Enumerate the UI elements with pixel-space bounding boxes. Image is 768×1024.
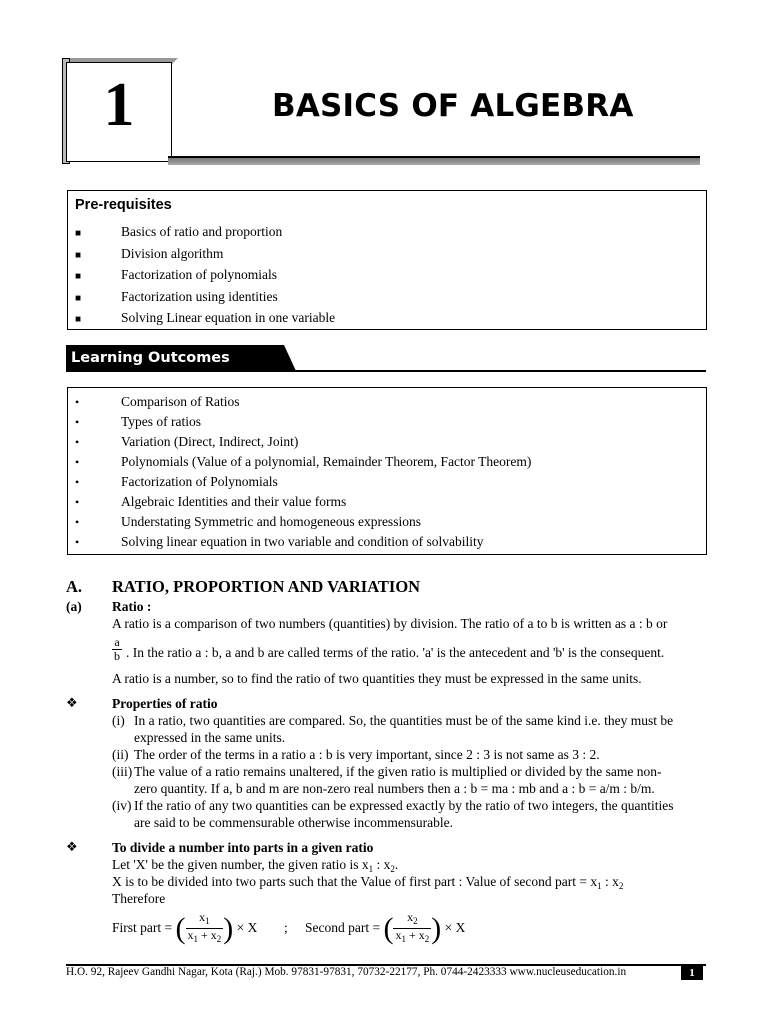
list-item: ■ Solving Linear equation in one variable: [75, 307, 335, 329]
dot-bullet-icon: •: [75, 455, 80, 469]
footer-text: H.O. 92, Rajeev Gandhi Nagar, Kota (Raj.) Mob. 97831-97831, 70732-22177, Ph. 0744-2423333 www.nucleuseducation.in: [66, 966, 627, 978]
list-item: • Understating Symmetric and homogeneous expressions: [75, 512, 531, 532]
page-number: 1: [681, 966, 703, 980]
property-text-cont: zero quantity. If a, b and m are non-zero real numbers then a : b = ma : mb and a : b = a/m : b/m.: [134, 781, 655, 796]
list-item: ■ Factorization using identities: [75, 286, 335, 308]
first-part-formula: First part = ( $\frac{x_1}{x_1 + x_2}$ ) × X: [112, 910, 258, 945]
list-item: ■ Division algorithm: [75, 243, 335, 265]
formula-separator: ;: [284, 920, 288, 935]
square-bullet-icon: ■: [75, 228, 82, 239]
learning-outcomes-rule: [66, 370, 706, 372]
subsection-label: (a): [66, 599, 82, 614]
divide-title: To divide a number into parts in a given ratio: [112, 840, 374, 855]
property-text-cont: are said to be commensurable otherwise incommensurable.: [134, 815, 454, 830]
dot-bullet-icon: •: [75, 395, 80, 409]
ratio-paragraph-2: . In the ratio a : b, a and b are called terms of the ratio. 'a' is the antecedent and 'b' is the consequent.: [126, 645, 665, 660]
property-num: (ii): [112, 747, 129, 762]
section-label: A.: [66, 577, 83, 596]
subsection-title: Ratio :: [112, 599, 152, 614]
property-num: (i): [112, 713, 125, 728]
property-text: If the ratio of any two quantities can be expressed exactly by the ratio of two integers, the quantities: [134, 798, 674, 813]
property-text-cont: expressed in the same units.: [134, 730, 286, 745]
second-part-fraction: $\frac{x_2}{x_1 + x_2}$: [395, 910, 430, 945]
square-bullet-icon: ■: [75, 292, 82, 304]
list-item: ■ Basics of ratio and proportion: [75, 221, 335, 243]
property-num: (iv): [112, 798, 132, 813]
list-item: • Algebraic Identities and their value forms: [75, 492, 531, 512]
list-item: • Factorization of Polynomials: [75, 472, 531, 492]
divide-line-3: Therefore: [112, 891, 166, 906]
ratio-fraction: [112, 636, 122, 663]
dot-bullet-icon: •: [75, 515, 80, 529]
property-text: The value of a ratio remains unaltered, if the given ratio is multiplied or divided by the same non-: [134, 764, 662, 779]
first-part-fraction: $\frac{x_1}{x_1 + x_2}$: [187, 910, 222, 945]
banner-arrow-icon: [270, 345, 296, 371]
list-item: • Solving linear equation in two variable and condition of solvability: [75, 532, 531, 552]
prerequisites-list: [75, 221, 335, 329]
list-item: • Polynomials (Value of a polynomial, Remainder Theorem, Factor Theorem): [75, 452, 531, 472]
list-item: ■ Factorization of polynomials: [75, 264, 335, 286]
square-bullet-icon: ■: [75, 271, 82, 282]
list-item: • Types of ratios: [75, 412, 531, 432]
property-text: The order of the terms in a ratio a : b is very important, since 2 : 3 is not same as 3 : 2.: [134, 747, 600, 762]
dot-bullet-icon: •: [75, 475, 80, 489]
fraction-a-over-b: $\frac{a}{b}$: [114, 635, 120, 663]
chapter-title: BASICS OF ALGEBRA: [272, 88, 634, 124]
second-part-formula: Second part = ( $\frac{x_2}{x_1 + x_2}$ ) × X: [305, 910, 466, 945]
diamond-bullet-icon: ❖: [66, 839, 78, 854]
diamond-bullet-icon: ❖: [66, 695, 78, 710]
section-title: RATIO, PROPORTION AND VARIATION: [112, 577, 421, 596]
chapter-number: 1: [103, 71, 135, 139]
properties-title: Properties of ratio: [112, 696, 218, 711]
divide-line-1: Let 'X' be the given number, the given ratio is $x_1$ : $x_2$.: [112, 857, 399, 874]
divide-line-2: X is to be divided into two parts such that the Value of first part : Value of second part = $x_1$ : $x_2$: [112, 874, 624, 891]
list-item: • Variation (Direct, Indirect, Joint): [75, 432, 531, 452]
square-bullet-icon: ■: [75, 314, 82, 325]
property-num: (iii): [112, 764, 133, 779]
dot-bullet-icon: •: [75, 495, 80, 509]
ratio-paragraph-1: A ratio is a comparison of two numbers (quantities) by division. The ratio of a to b is written as a : b or: [112, 616, 668, 631]
ratio-paragraph-3: A ratio is a number, so to find the ratio of two quantities they must be expressed in the same units.: [112, 671, 642, 686]
chapter-title-rule: [168, 156, 700, 165]
dot-bullet-icon: •: [75, 415, 80, 429]
list-item: • Comparison of Ratios: [75, 392, 531, 412]
learning-outcomes-title: Learning Outcomes: [66, 345, 271, 371]
square-bullet-icon: ■: [75, 249, 82, 261]
dot-bullet-icon: •: [75, 435, 80, 449]
dot-bullet-icon: •: [75, 535, 80, 549]
prerequisites-title: Pre-requisites: [75, 197, 172, 213]
property-text: In a ratio, two quantities are compared. So, the quantities must be of the same kind i.e. they must be: [134, 713, 674, 728]
learning-outcomes-list: [75, 392, 531, 552]
